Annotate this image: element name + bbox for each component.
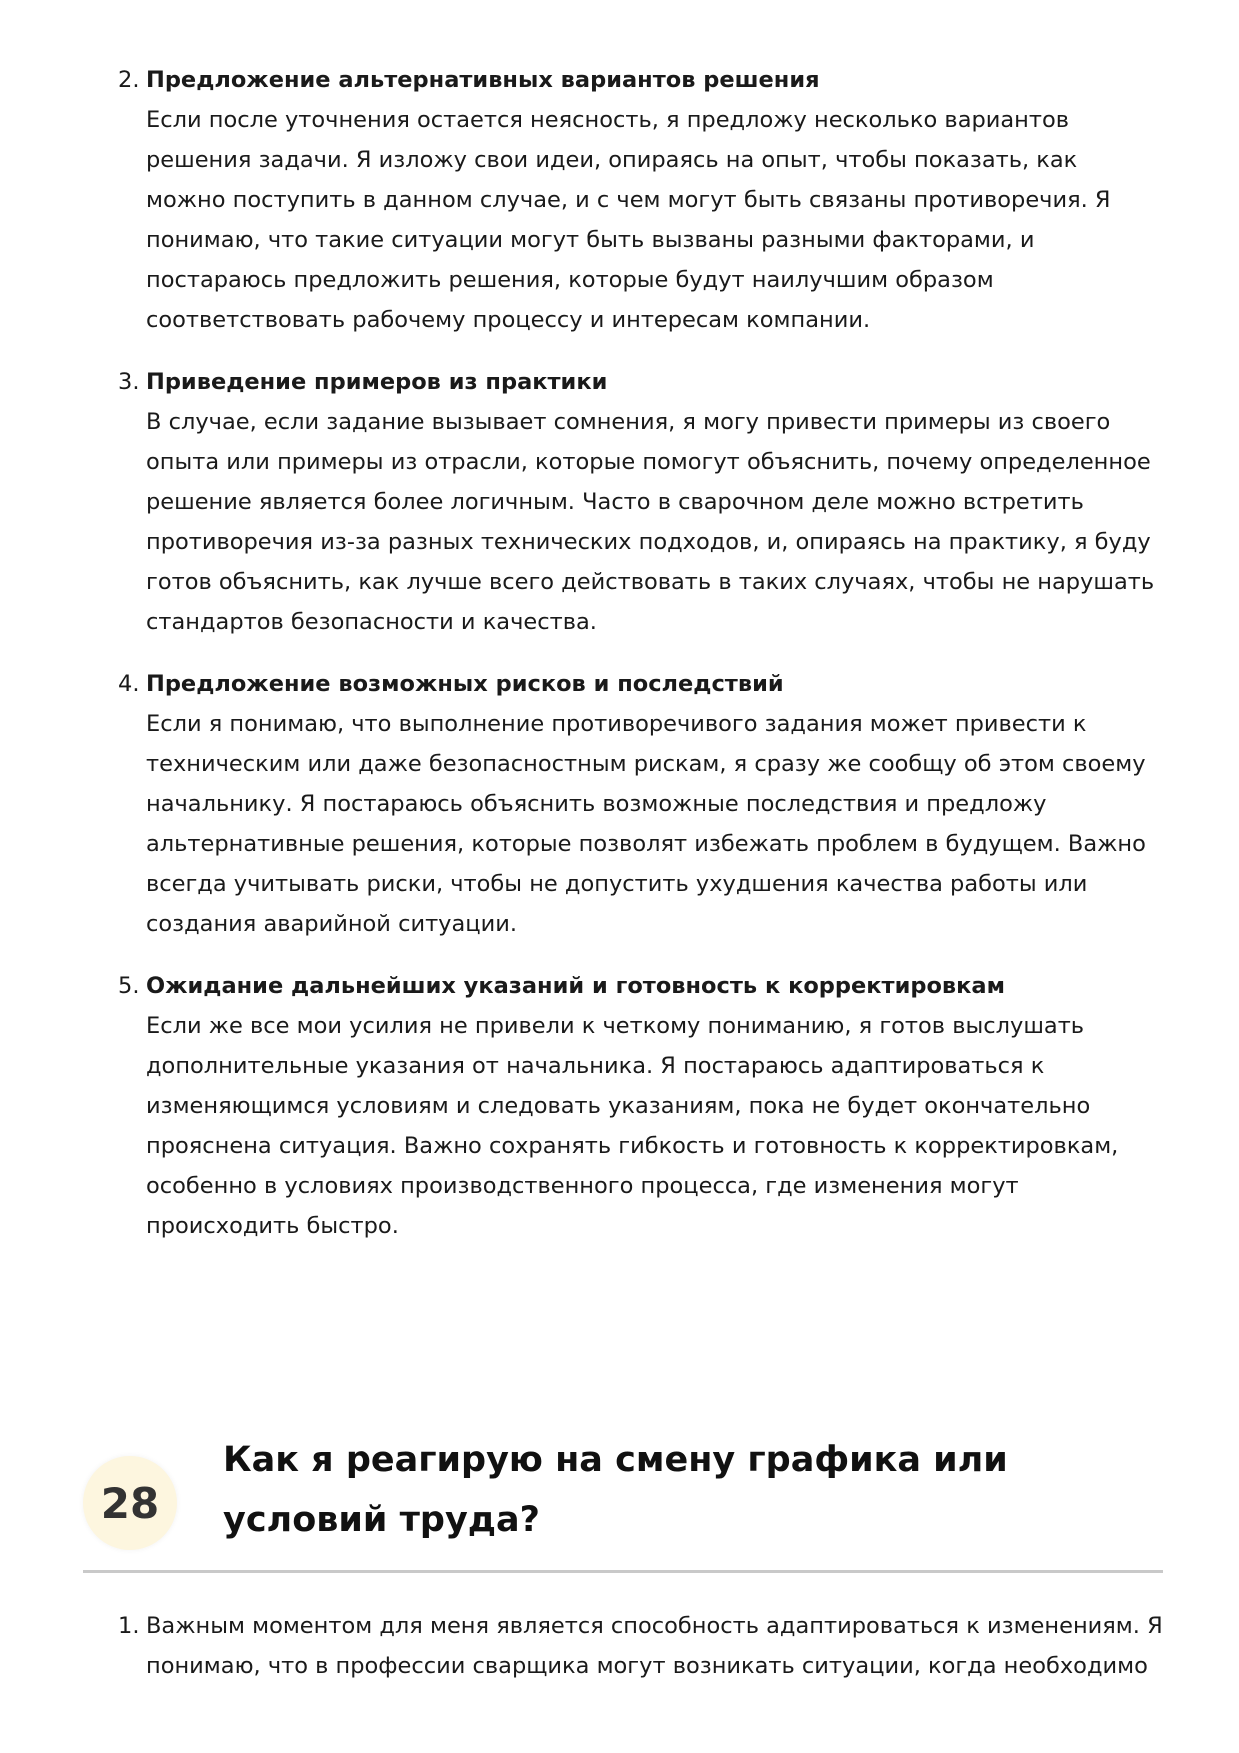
list-item-text: Важным моментом для меня является способность адаптироваться к изменениям. Я понимаю, что в профессии сварщика могут возникать ситуации, когда необходимо: [146, 1613, 1163, 1679]
list-item: [118, 60, 1163, 340]
list-item-title: Приведение примеров из практики: [146, 369, 608, 395]
list-item-body: Если после уточнения остается неясность, я предложу несколько вариантов решения задачи. Я изложу свои идеи, опираясь на опыт, чтобы показать, как можно поступить в данном случае, и с чем могут быть связаны противоречия. Я понимаю, что такие ситуации могут быть вызваны разными факторами, и постараюсь предложить решения, которые будут наилучшим образом соответствовать рабочему процессу и интересам компании.: [146, 107, 1111, 333]
list-item: [118, 966, 1163, 1246]
list-item-number: 1.: [118, 1613, 140, 1639]
list-item-title: Предложение альтернативных вариантов решения: [146, 67, 820, 93]
list-item-number: 2.: [118, 67, 140, 93]
section-header: [83, 1428, 1163, 1573]
list-item-number: 4.: [118, 671, 140, 697]
list-item-number: 3.: [118, 369, 140, 395]
section-title: Как я реагирую на смену графика или условий труда?: [223, 1440, 1008, 1540]
list-item: [118, 664, 1163, 944]
list-item-body: В случае, если задание вызывает сомнения, я могу привести примеры из своего опыта или примеры из отрасли, которые помогут объяснить, почему определенное решение является более логичным. Часто в сварочном деле можно встретить противоречия из-за разных технических подходов, и, опираясь на практику, я буду готов объяснить, как лучше всего действовать в таких случаях, чтобы не нарушать стандартов безопасности и качества.: [146, 409, 1155, 635]
list-item-title: Ожидание дальнейших указаний и готовность к корректировкам: [146, 973, 1005, 999]
list-item: [118, 362, 1163, 642]
section-number-badge: 28: [83, 1456, 177, 1550]
list-item-body: Если же все мои усилия не привели к четкому пониманию, я готов выслушать дополнительные указания от начальника. Я постараюсь адаптироваться к изменяющимся условиям и следовать указаниям, пока не будет окончательно прояснена ситуация. Важно сохранять гибкость и готовность к корректировкам, особенно в условиях производственного процесса, где изменения могут происходить быстро.: [146, 1013, 1119, 1239]
list-item-number: 5.: [118, 973, 140, 999]
answer-list: [118, 60, 1163, 1268]
list-item: [118, 1606, 1163, 1686]
list-item-body: Если я понимаю, что выполнение противоречивого задания может привести к техническим или даже безопасностным рискам, я сразу же сообщу об этом своему начальнику. Я постараюсь объяснить возможные последствия и предложу альтернативные решения, которые позволят избежать проблем в будущем. Важно всегда учитывать риски, чтобы не допустить ухудшения качества работы или создания аварийной ситуации.: [146, 711, 1146, 937]
list-item-title: Предложение возможных рисков и последствий: [146, 671, 784, 697]
answer-list-continued: [118, 1606, 1163, 1708]
